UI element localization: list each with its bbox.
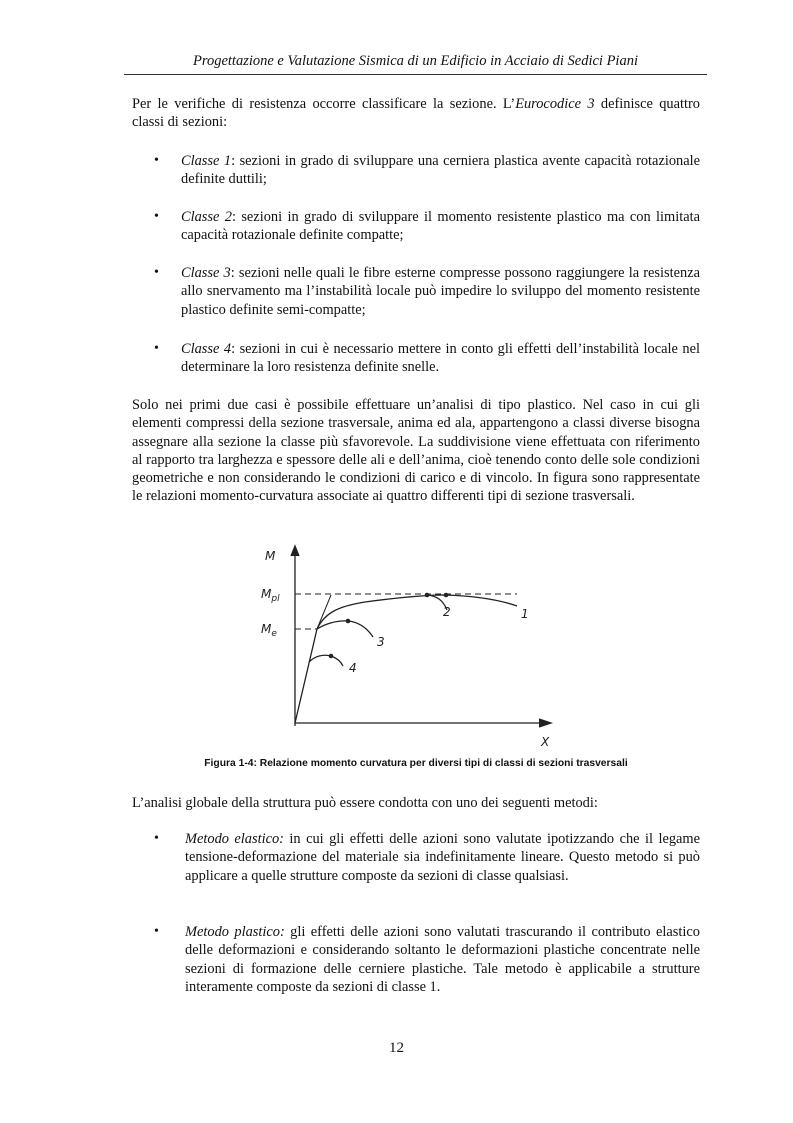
class-name: Classe 1 (181, 153, 232, 169)
figure-caption: Figura 1-4: Relazione momento curvatura per diversi tipi di classi di sezioni trasversali (204, 758, 628, 769)
class-3-item (181, 264, 700, 319)
intro-after: definisce quattro classi di sezioni: (132, 96, 700, 131)
method-elastic-item (185, 830, 700, 885)
intro-eurocode: Eurocodice 3 (515, 96, 595, 112)
running-header: Progettazione e Valutazione Sismica di un Edificio in Acciaio di Sedici Piani (192, 53, 638, 69)
class-text: : sezioni in cui è necessario mettere in conto gli effetti dell’instabilità locale nel determinare la loro resistenza definite snelle. (181, 341, 700, 376)
class-name: Classe 3 (181, 265, 231, 281)
method-name: Metodo elastico: (185, 831, 284, 847)
curve-class-1 (295, 595, 517, 723)
paragraph-3: L’analisi globale della struttura può essere condotta con uno dei seguenti metodi: (132, 795, 598, 811)
moment-curvature-figure (255, 540, 565, 750)
curve-label-3: 3 (377, 635, 385, 649)
intro-before: Per le verifiche di resistenza occorre classificare la sezione. L’ (132, 96, 516, 112)
curve-class-4 (309, 655, 343, 666)
class-text: : sezioni nelle quali le fibre esterne compresse possono raggiungere la resistenza allo snervamento ma l’instabilità locale può impedire lo sviluppo del momento resistente plastico definite semi-compatte; (181, 265, 700, 318)
class-name: Classe 2 (181, 209, 232, 225)
page-number: 12 (389, 1040, 404, 1056)
class-text: : sezioni in grado di sviluppare il momento resistente plastico ma con limitata capacità rotazionale definite compatte; (181, 209, 700, 244)
bullet-symbol: • (154, 265, 159, 280)
method-text: gli effetti delle azioni sono valutati trascurando il contributo elastico delle deformazioni e considerando soltanto le deformazioni plastiche concentrate nelle sezioni di formazione delle cerniere plastiche. Tale metodo è applicabile a strutture interamente composte da sezioni di classe 1. (185, 924, 700, 995)
y-axis-label: M (265, 549, 276, 563)
curve-label-4: 4 (349, 661, 357, 675)
class-1-item (181, 152, 700, 189)
method-text: in cui gli effetti delle azioni sono valutate ipotizzando che il legame tensione-deformazione del materiale sia indefinitamente lineare. Questo metodo si può applicare a quelle strutture composte da sezioni di classe qualsiasi. (185, 831, 700, 884)
paragraph-2: Solo nei primi due casi è possibile effettuare un’analisi di tipo plastico. Nel caso in cui gli elementi compressi della sezione trasversale, anima ed ala, appartengono a classi diverse bisogna assegnare alla sezione la classe più sfavorevole. La suddivisione viene effettuata con riferimento al rapporto tra larghezza e spessore delle ali e dell’anima, cioè tenendo conto delle sole condizioni geometriche e non considerando le condizioni di carico e di vincolo. In figura sono rappresentate le relazioni momento-curvatura associate ai quattro differenti tipi di sezione trasversali. (132, 397, 700, 505)
intro-paragraph (132, 95, 700, 132)
bullet-symbol: • (154, 153, 159, 168)
me-label: $M_e$ (261, 622, 277, 639)
bullet-symbol: • (154, 831, 159, 846)
y-axis-arrow (291, 546, 299, 556)
mpl-label: $M_{pl}$ (261, 587, 280, 604)
method-plastic-item (185, 923, 700, 996)
class-4-item (181, 340, 700, 377)
x-axis-label: X (541, 735, 550, 749)
bullet-symbol: • (154, 341, 159, 356)
curve-3-peak-dot (346, 619, 351, 624)
bullet-symbol: • (154, 209, 159, 224)
curve-label-1: 1 (521, 607, 529, 621)
header-rule (124, 74, 707, 75)
curve-class-3 (317, 621, 373, 637)
curve-label-2: 2 (443, 605, 451, 619)
curve-1-peak-dot (444, 593, 449, 598)
class-2-item (181, 208, 700, 245)
x-axis-arrow (539, 719, 551, 727)
class-text: : sezioni in grado di sviluppare una cerniera plastica avente capacità rotazionale definite duttili; (181, 153, 700, 188)
method-name: Metodo plastico: (185, 924, 285, 940)
class-name: Classe 4 (181, 341, 232, 357)
bullet-symbol: • (154, 924, 159, 939)
curve-4-peak-dot (329, 654, 334, 659)
curve-2-peak-dot (425, 593, 430, 598)
